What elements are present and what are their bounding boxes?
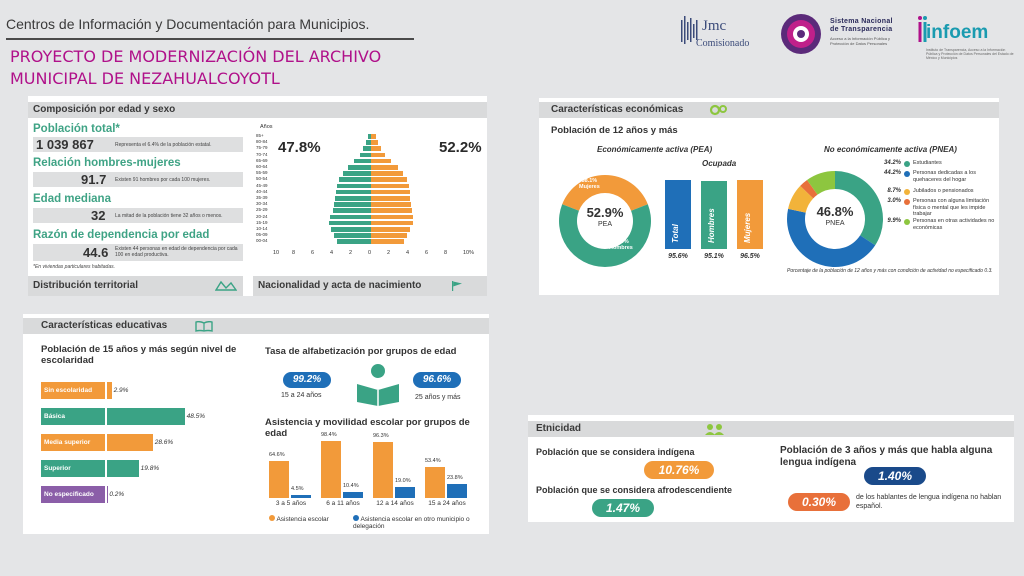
pyramid-bar-men — [329, 221, 371, 226]
snt-emblem-icon — [776, 12, 826, 56]
pyramid-axis-tick: 6 — [425, 249, 429, 256]
pyramid-bar-women — [371, 134, 376, 139]
ocupada-bar-value: 95.1% — [704, 253, 724, 260]
pyramid-bar-men — [331, 227, 371, 232]
pyramid-bar-women — [371, 140, 378, 145]
pnea-legend-swatch — [904, 161, 910, 167]
pct-hombres: 47.8% — [278, 139, 321, 156]
ocupada-bar-chart — [665, 177, 775, 265]
pyramid-bar-men — [337, 239, 371, 244]
pyramid-bar-women — [371, 221, 413, 226]
ocupada-bar-label: Total — [671, 224, 680, 243]
age-tick-label: 35-39 — [256, 195, 268, 200]
asistencia-category: 6 a 11 años — [326, 500, 360, 507]
economicas-heading — [539, 102, 999, 118]
escolaridad-value: 0.2% — [109, 491, 125, 498]
age-tick-label: 60-64 — [256, 164, 268, 169]
movilidad-value: 19.0% — [395, 477, 411, 484]
ocupada-bar-label: Mujeres — [743, 212, 752, 243]
legend-movilidad — [353, 515, 483, 530]
pyramid-bar-women — [371, 177, 407, 182]
pyramid-bar-men — [354, 159, 371, 164]
poblacion-row — [33, 137, 243, 152]
escolaridad-level-label: Básica — [41, 408, 105, 425]
age-tick-label: 45-49 — [256, 182, 268, 188]
age-tick-label: 85+ — [256, 133, 264, 138]
pyramid-bar-men — [360, 153, 371, 158]
asistencia-categories — [269, 500, 479, 510]
indigena-pill: 10.76% — [644, 461, 714, 479]
pea-hombres-label: Hombres — [609, 245, 633, 251]
pyramid-bar-women — [371, 227, 410, 232]
etnicidad-heading — [528, 421, 1014, 437]
poblacion-label: Población total* — [33, 123, 120, 135]
population-pyramid — [254, 122, 487, 272]
legend-asistencia — [269, 515, 329, 523]
header-rule — [6, 38, 414, 40]
asistencia-category: 12 a 14 años — [376, 500, 414, 507]
lengua-pill: 1.40% — [864, 467, 926, 485]
age-tick-label: 80-84 — [256, 139, 268, 145]
jmc-logo — [680, 14, 762, 54]
pyramid-bar-men — [343, 171, 372, 176]
infoem-logo-small: Instituto de Transparencia, Acceso a la Información Pública y Protección de Datos Personales del Estado de México y Municipios — [926, 48, 1014, 60]
pyramid-bar-men — [339, 177, 371, 182]
escolaridad-level-label: Media superior — [41, 434, 105, 451]
asistencia-value: 53.4% — [425, 458, 441, 465]
afro-pill: 1.47% — [592, 499, 654, 517]
pnea-legend-text: Personas dedicadas a los quehaceres del hogar — [913, 170, 976, 183]
economicas-subtitle: Población de 12 años y más — [551, 125, 678, 136]
snt-logo-line1: Sistema Nacional — [830, 18, 893, 25]
asistencia-title: Asistencia y movilidad escolar por grupos de edad — [265, 417, 470, 439]
dependencia-note: Existen 44 personas en edad de dependencia por cada 100 en edad productiva. — [115, 246, 238, 258]
alfa-right-sub: 25 años y más — [415, 394, 461, 401]
pyramid-axis-tick: 8 — [292, 249, 296, 256]
pyramid-bar-women — [371, 196, 410, 201]
project-title-line1: PROYECTO DE MODERNIZACIÓN DEL ARCHIVO — [10, 47, 382, 66]
escolaridad-value: 19.8% — [140, 465, 160, 472]
educativas-heading-label: Características educativas — [41, 320, 168, 331]
pnea-legend-text: Personas en otras actividades no económicas — [913, 218, 995, 231]
pnea-legend-pct: 44.2% — [883, 170, 901, 176]
pyramid-axis-tick: 2 — [387, 249, 391, 256]
edad-note: La mitad de la población tiene 32 años o menos. — [115, 213, 223, 219]
distribucion-territorial[interactable] — [28, 276, 243, 296]
ocupada-bar-label: Hombres — [707, 208, 716, 243]
pyramid-bar-women — [371, 146, 381, 151]
asistencia-category: 3 a 5 años — [275, 500, 307, 507]
pyramid-bar-women — [371, 233, 407, 238]
educativas-heading — [23, 318, 489, 334]
age-tick-label: 55-59 — [256, 170, 268, 176]
pyramid-axis-tick: 6 — [311, 249, 315, 256]
jmc-logo-text: Jmc — [702, 18, 727, 34]
pnea-legend-text: Estudiantes — [913, 160, 942, 166]
pyramid-bar-women — [371, 190, 410, 195]
pea-hombres-pct: 61.9% — [613, 239, 629, 245]
escolaridad-value: 2.9% — [113, 387, 129, 394]
pyramid-bar-women — [371, 215, 413, 220]
pyramid-axis-tick: 8 — [444, 249, 448, 256]
pyramid-bar-men — [335, 196, 371, 201]
pnea-legend-swatch — [904, 199, 910, 205]
espanol-pill: 0.30% — [788, 493, 850, 511]
etnicidad-panel — [528, 415, 1014, 522]
movilidad-bar — [291, 495, 311, 498]
movilidad-value: 23.8% — [447, 475, 463, 482]
legend-asistencia-swatch — [269, 515, 275, 521]
pyramid-bar-women — [371, 202, 411, 207]
pnea-donut-chart — [786, 170, 884, 268]
edad-label: Edad mediana — [33, 193, 111, 205]
movilidad-value: 4.5% — [291, 486, 304, 493]
edad-row — [33, 208, 243, 223]
asistencia-value: 98.4% — [321, 431, 337, 438]
pyramid-bar-men — [334, 202, 371, 207]
escolaridad-level-label: No especificado — [41, 486, 105, 503]
espanol-note: de los hablantes de lengua indígena no hablan español. — [856, 494, 1002, 510]
relacion-note: Existen 91 hombres por cada 100 mujeres. — [115, 177, 211, 183]
economicas-panel — [539, 98, 999, 295]
composicion-panel — [28, 96, 487, 296]
age-axis-title: Años — [260, 124, 273, 130]
ocupada-bar-value: 95.6% — [668, 253, 688, 260]
pyramid-axis-tick: 4 — [406, 249, 410, 256]
asistencia-bar — [269, 461, 289, 498]
snt-logo-small: Acceso a la Información Pública y Protección de Datos Personales — [830, 36, 891, 46]
pnea-center-label: PNEA — [825, 220, 845, 227]
pyramid-axis-tick: 2 — [349, 249, 353, 256]
snt-logo-text — [830, 18, 893, 34]
pea-center-value: 52.9% — [586, 205, 624, 220]
alfa-left-pill: 99.2% — [283, 372, 331, 388]
relacion-row — [33, 172, 243, 187]
movilidad-bar — [447, 484, 467, 498]
dependencia-label: Razón de dependencia por edad — [33, 229, 210, 241]
pyramid-bar-men — [330, 215, 371, 220]
alfa-left-sub: 15 a 24 años — [281, 392, 322, 399]
pea-mujeres-label: Mujeres — [579, 184, 600, 190]
pyramid-bar-men — [334, 233, 371, 238]
pea-hombres-tag — [609, 239, 633, 251]
pyramid-bar-men — [363, 146, 371, 151]
flag-icon — [451, 280, 463, 292]
pyramid-axis-tick: 4 — [330, 249, 334, 256]
escolaridad-level-label: Sin escolaridad — [41, 382, 105, 399]
pea-mujeres-tag — [579, 178, 600, 190]
relacion-value: 91.7 — [81, 172, 107, 187]
age-tick-label: 65-69 — [256, 157, 268, 163]
dependencia-value: 44.6 — [83, 245, 109, 260]
asistencia-bar-chart — [269, 432, 479, 498]
age-tick-label: 40-44 — [256, 188, 268, 194]
escolaridad-value: 48.5% — [186, 413, 206, 420]
pyramid-bar-men — [337, 184, 371, 189]
ocupada-bar-value: 96.5% — [740, 253, 760, 260]
pyramid-bar-men — [333, 208, 371, 213]
pnea-legend-swatch — [904, 189, 910, 195]
nacionalidad-label: Nacionalidad y acta de nacimiento — [258, 280, 422, 291]
composicion-footnote: *En viviendas particulares habitadas. — [33, 264, 115, 270]
pnea-title: No económicamente activa (PNEA) — [824, 145, 957, 154]
poblacion-note: Representa el 6.4% de la población estatal. — [115, 142, 212, 148]
age-tick-label: 15-19 — [256, 219, 268, 225]
infoem-logo — [916, 12, 1016, 58]
asistencia-value: 96.3% — [373, 433, 389, 440]
asistencia-category: 15 a 24 años — [428, 500, 466, 507]
legend-movilidad-swatch — [353, 515, 359, 521]
age-tick-label: 05-09 — [256, 232, 268, 238]
project-title — [10, 46, 381, 90]
dependencia-row — [33, 244, 243, 261]
pnea-legend-pct: 8.7% — [887, 188, 901, 194]
composicion-heading: Composición por edad y sexo — [28, 102, 487, 118]
escolaridad-bar-chart — [23, 382, 253, 512]
gears-icon — [709, 104, 729, 116]
economicas-heading-label: Características económicas — [551, 104, 684, 115]
asistencia-bar — [425, 467, 445, 498]
edad-value: 32 — [91, 208, 106, 223]
pnea-legend-text: Personas con alguna limitación física o mental que les impide trabajar — [913, 198, 990, 217]
economicas-footnote: Porcentaje de la población de 12 años y más con condición de actividad no especificado 0.3. — [787, 268, 993, 274]
pnea-legend-pct: 9.9% — [887, 218, 901, 224]
pnea-legend-pct: 34.2% — [883, 160, 901, 166]
movilidad-bar — [343, 492, 363, 498]
pnea-legend-swatch — [904, 219, 910, 225]
pnea-legend-pct: 3.0% — [887, 198, 901, 204]
age-tick-label: 50-54 — [256, 176, 268, 182]
escolaridad-bar — [107, 382, 112, 399]
jmc-logo-subtext: Comisionado — [696, 38, 750, 49]
movilidad-value: 10.4% — [343, 482, 359, 489]
escolaridad-bar — [107, 408, 185, 425]
pea-mujeres-pct: 38.1% — [581, 178, 598, 184]
age-tick-label: 00-04 — [256, 238, 268, 244]
project-title-line2: MUNICIPAL DE NEZAHUALCOYOTL — [10, 69, 280, 88]
ocupada-title: Ocupada — [702, 159, 737, 168]
pyramid-bar-women — [371, 171, 403, 176]
legend-asistencia-label: Asistencia escolar — [276, 516, 329, 523]
map-icon — [215, 280, 237, 292]
pyramid-axis-tick: 0 — [368, 249, 372, 256]
legend-movilidad-label: Asistencia escolar en otro municipio o delegación — [353, 516, 470, 530]
pea-center-label: PEA — [597, 221, 612, 228]
reader-icon — [353, 362, 403, 406]
age-tick-label: 30-34 — [256, 201, 268, 207]
pyramid-bar-women — [371, 184, 409, 189]
age-tick-label: 25-29 — [256, 207, 268, 213]
poblacion-value: 1 039 867 — [36, 137, 94, 152]
relacion-label: Relación hombres-mujeres — [33, 157, 181, 169]
pnea-legend-text: Jubilados o pensionados — [913, 188, 974, 194]
escolaridad-level-label: Superior — [41, 460, 105, 477]
age-tick-label: 20-24 — [256, 213, 268, 219]
people-icon — [704, 423, 726, 435]
afro-label: Población que se considera afrodescendiente — [536, 485, 733, 495]
pnea-legend-swatch — [904, 171, 910, 177]
header-title: Centros de Información y Documentación para Municipios. — [6, 16, 370, 32]
pyramid-axis-tick: 10% — [463, 249, 475, 256]
escolaridad-value: 28.6% — [154, 439, 174, 446]
pyramid-bar-women — [371, 208, 412, 213]
asistencia-bar — [321, 441, 341, 498]
nacionalidad-acta[interactable] — [253, 276, 487, 296]
pyramid-bar-men — [336, 190, 371, 195]
escolaridad-bar — [107, 434, 153, 451]
infoem-logo-text: infoem — [926, 22, 989, 43]
educativas-panel — [23, 314, 489, 534]
movilidad-bar — [395, 487, 415, 498]
pyramid-bar-women — [371, 165, 398, 170]
pea-title: Económicamente activa (PEA) — [597, 145, 713, 154]
age-tick-label: 70-74 — [256, 151, 268, 157]
asistencia-bar — [373, 442, 393, 498]
escolaridad-title: Población de 15 años y más según nivel de escolaridad — [41, 344, 237, 366]
escolaridad-bar — [107, 460, 139, 477]
etnicidad-heading-label: Etnicidad — [536, 423, 582, 434]
asistencia-value: 64.6% — [269, 451, 285, 458]
distribucion-label: Distribución territorial — [33, 280, 139, 291]
lengua-label: Población de 3 años y más que habla alguna lengua indígena — [780, 445, 993, 468]
pnea-center-value: 46.8% — [816, 204, 854, 219]
alfabetizacion-title: Tasa de alfabetización por grupos de edad — [265, 346, 457, 357]
pyramid-bar-men — [348, 165, 371, 170]
pct-mujeres: 52.2% — [439, 139, 482, 156]
age-tick-label: 75-79 — [256, 145, 268, 151]
pyramid-bar-women — [371, 153, 385, 158]
snt-logo — [776, 12, 906, 56]
pyramid-bar-women — [371, 239, 404, 244]
snt-logo-line2: de Transparencia — [830, 26, 893, 33]
indigena-label: Población que se considera indígena — [536, 447, 695, 457]
pyramid-axis-tick: 10 — [273, 249, 280, 256]
book-icon — [195, 321, 213, 332]
age-tick-label: 10-14 — [256, 226, 268, 231]
pyramid-bar-women — [371, 159, 391, 164]
alfa-right-pill: 96.6% — [413, 372, 461, 388]
